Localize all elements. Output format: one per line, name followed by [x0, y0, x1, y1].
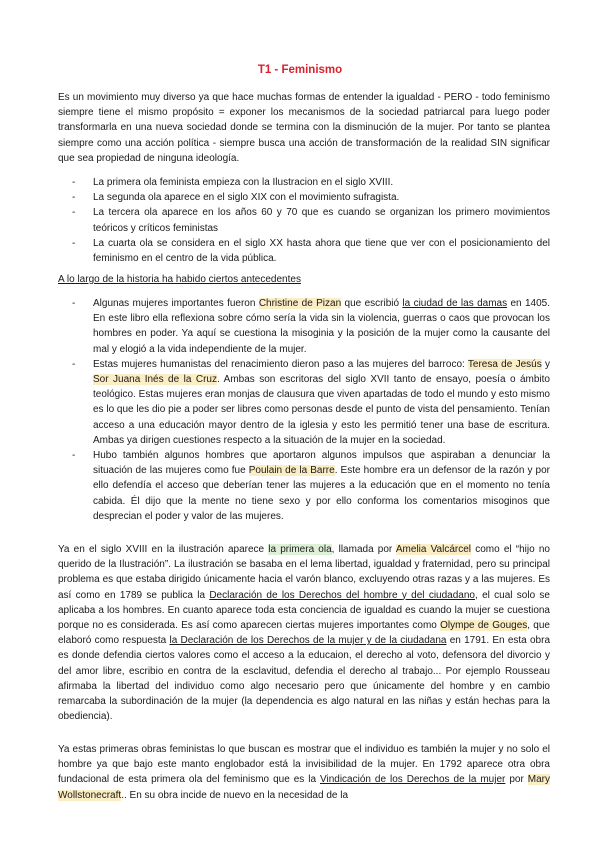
waves-list — [58, 175, 550, 266]
link-declaracion-derechos-hombre: Declaración de los Derechos del hombre y del ciudadano — [209, 589, 475, 601]
highlight-primera-ola: la primera ola — [268, 544, 332, 555]
antecedentes-list — [58, 296, 550, 524]
list-item: - La tercera ola aparece en los años 60 y 70 que es cuando se organizan los primero movimientos teóricos y críticos feministas — [72, 207, 550, 234]
list-item: - Estas mujeres humanistas del renacimiento dieron paso a las mujeres del barroco: Teresa de Jesús y Sor Juana Inés de la Cruz. Ambas son escritoras del siglo XVII tanto de ensayo, poesía o ámbito teológico. Estas mujeres eran monjas de clausura que viven apartadas de todo el mundo y esto mismo es lo que les dio pie a poder ser libres como personas desde el punto de vista del pensamiento. Tenían acceso a una educación mayor dentro de la iglesia y esto les permitió tener una base de escritura. Ambas ya dirigen cuestiones respecto a la situación de la mujer en la sociedad. — [72, 358, 550, 446]
highlight-christine-de-pizan: Christine de Pizan — [258, 298, 342, 309]
highlight-teresa-de-jesus: Teresa de Jesús — [467, 358, 542, 370]
obras-paragraph: Ya estas primeras obras feministas lo que buscan es mostrar que el individuo es también la mujer y no solo el hombre ya que bajo este manto englobador está la invisibilidad de la mujer. En 1792 aparece otra obra fundacional de esta primera ola del feminismo que es la Vindicación de los Derechos de la mujer por Mary Wollstonecraft.. En su obra incide de nuevo en la necesidad de la — [58, 744, 550, 801]
book-title-ciudad-de-las-damas: la ciudad de las damas — [402, 298, 508, 309]
ilustracion-paragraph: Ya en el siglo XVIII en la ilustración aparece la primera ola, llamada por Amelia Valcárcel como el “hijo no querido de la Ilustración”. La ilustración se basaba en el lema libertad, igualdad y fraternidad, pero su principal problema es que estaba dirigido únicamente hacia el varón blanco, excluyendo otras razas y a las mujeres. Es así como en 1789 se publica la Declaración de los Derechos del hombre y del ciudadano, el cual solo se aplicaba a los hombres. En cuanto aparece toda esta conciencia de igualdad es cuando la mujer se cuestiona porque no es considerada. Es así como aparecen ciertas mujeres importantes como Olympe de Gouges, que elaboró como respuesta la Declaración de los Derechos de la mujer y de la ciudadana en 1791. En esta obra es donde defendia ciertos valores como el acceso a la educaion, el derecho al voto, defensora del divorcio y del amor libre, escribio en contra de la esclavitud, defendia el derecho al trabajo... Por ejemplo Rousseau afirmaba la libertad del individuo como algo necesario pero que únicamente del hombre y en cambio remarcaba la subordinación de la mujer (la dependencia es algo natural en las niñas y están hechas para la obediencia). — [58, 544, 550, 723]
intro-paragraph: Es un movimiento muy diverso ya que hace muchas formas de entender la igualdad - PERO - todo feminismo siempre tiene el mismo propósito = exponer los mecanismos de la sociedad patriarcal para luego poder transformarla en una nueva sociedad donde se termina con la disminución de la mujer. Por tanto se plantea siempre como una acción política - siempre busca una acción de transformación de la realidad SIN significar que sea propiedad de ninguna ideología. — [58, 92, 550, 164]
document-title: T1 - Feminismo — [257, 64, 343, 76]
link-vindicacion: Vindicación de los Derechos de la mujer — [320, 774, 506, 786]
highlight-sor-juana: Sor Juana Inés de la Cruz — [93, 374, 217, 386]
highlight-olympe-de-gouges: Olympe de Gouges — [440, 620, 528, 632]
list-item: - Algunas mujeres importantes fueron Christine de Pizan que escribió la ciudad de las damas en 1405. En este libro ella reflexiona sobre cómo sería la vida sin la violencia, guerras o caos que provocan los hombres en poder. Ya aquí se cuestiona la misoginia y la posición de la mujer como la causante del mal y elogió a la vida independiente de la mujer. — [72, 298, 550, 355]
highlight-mary-wollstonecraft: Mary Wollstonecraft — [58, 774, 550, 801]
list-item: - La cuarta ola se considera en el siglo XX hasta ahora que tiene que ver con el posicionamiento del feminismo en el centro de la vida pública. — [72, 237, 550, 265]
highlight-amelia-valcarcel: Amelia Valcárcel — [395, 544, 472, 555]
link-declaracion-derechos-mujer: la Declaración de los Derechos de la mujer y de la ciudadana — [169, 635, 447, 647]
list-item: - La primera ola feminista empieza con la Ilustracion en el siglo XVIII. — [72, 177, 394, 188]
list-item: - Hubo también algunos hombres que aportaron algunos impulsos que aspiraban a denunciar la situación de las mujeres como fue Poulain de la Barre. Este hombre era un defensor de la razón y por ello defendía el acceso que deberían tener las mujeres a la educación que en el momento no tenía cabida. Él dijo que la mente no tiene sexo y por ello conforma los comentarios misoginos que desprecian el poder y valor de las mujeres. — [72, 450, 551, 522]
highlight-poulain-de-la-barre: Poulain de la Barre — [248, 465, 335, 477]
antecedentes-heading: A lo largo de la historia ha habido ciertos antecedentes — [58, 274, 301, 285]
list-item: - La segunda ola aparece en el siglo XIX con el movimiento sufragista. — [72, 192, 400, 204]
